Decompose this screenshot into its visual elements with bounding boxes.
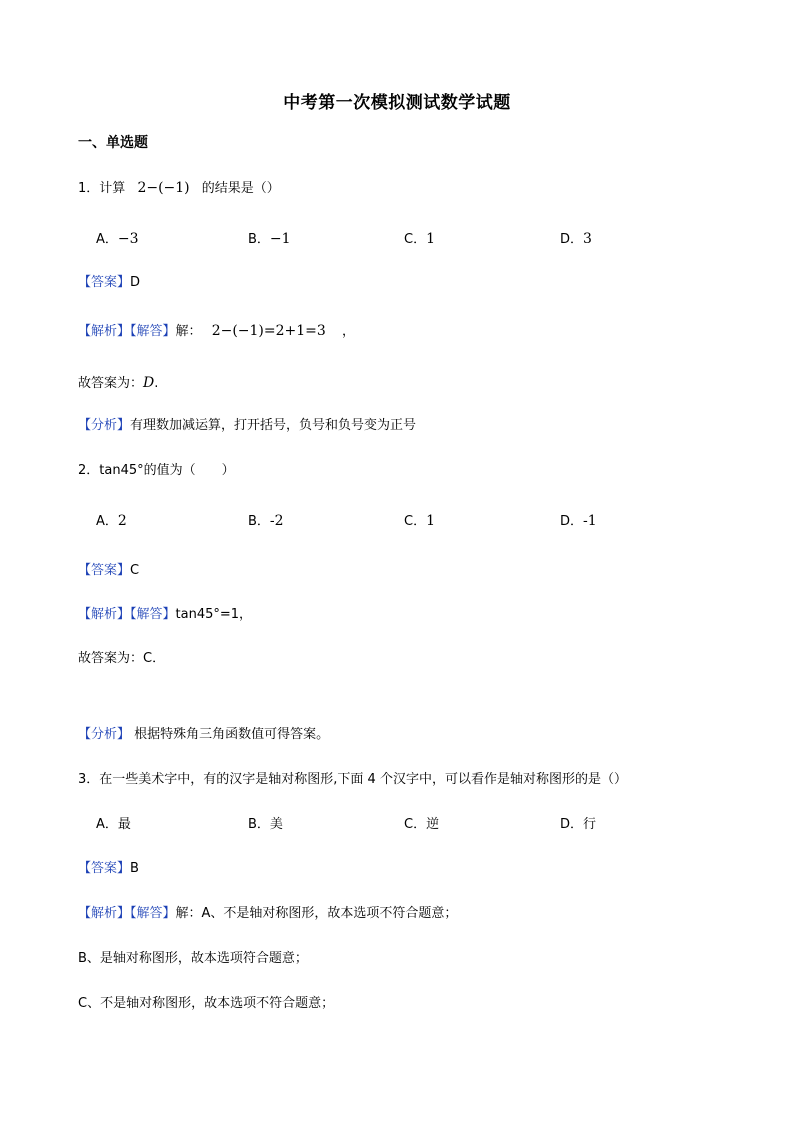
fenxi-tag: 【分析】 xyxy=(78,727,131,742)
answer-line xyxy=(78,562,139,580)
option-c: C．逆 xyxy=(404,817,440,832)
option-a: A．−3 xyxy=(96,231,139,247)
solution-tag: 【解答】 xyxy=(130,906,176,921)
question-number: 2． xyxy=(78,463,100,478)
option-d: D．3 xyxy=(560,231,592,247)
conclusion-value: D xyxy=(143,375,155,391)
answer-line xyxy=(78,860,139,878)
solution-line-b: B、是轴对称图形，故本选项符合题意； xyxy=(78,951,308,966)
analysis-line xyxy=(78,606,252,624)
option-c: C．1 xyxy=(404,513,435,529)
answer-line xyxy=(78,274,140,292)
option-a: A．最 xyxy=(96,817,131,832)
fenxi-line xyxy=(78,417,416,435)
option-c: C．1 xyxy=(404,231,435,247)
answer-tag: 【答案】 xyxy=(78,563,131,578)
fenxi-text: 有理数加减运算，打开括号，负号和负号变为正号 xyxy=(130,418,417,433)
question-3-stem xyxy=(78,771,627,789)
analysis-tag: 【解析】 xyxy=(78,906,131,921)
option-d: D．-1 xyxy=(560,513,597,529)
solution-suffix: ， xyxy=(341,324,355,339)
answer-tag: 【答案】 xyxy=(78,861,131,876)
answer-value: D xyxy=(130,275,141,290)
conclusion-text: 故答案为：C． xyxy=(78,651,166,666)
solution-prefix: 解： xyxy=(175,324,202,339)
section-heading: 一、单选题 xyxy=(78,135,148,151)
solution-text: 解：A、不是轴对称图形，故本选项不符合题意； xyxy=(175,906,458,921)
analysis-tag: 【解析】 xyxy=(78,324,131,339)
solution-text: tan45°=1， xyxy=(175,607,253,622)
question-number: 1． xyxy=(78,181,100,196)
answer-value: B xyxy=(130,861,139,876)
question-text: tan45°的值为（ ） xyxy=(99,463,235,478)
question-text: 的结果是（） xyxy=(201,181,280,196)
option-b: B．美 xyxy=(248,817,283,832)
fenxi-tag: 【分析】 xyxy=(78,418,131,433)
analysis-line xyxy=(78,322,355,341)
solution-line-c: C、不是轴对称图形，故本选项不符合题意； xyxy=(78,996,335,1011)
math-expression: 2−(−1) xyxy=(137,180,190,196)
analysis-tag: 【解析】 xyxy=(78,607,131,622)
solution-tag: 【解答】 xyxy=(130,324,176,339)
question-text: 计算 xyxy=(99,181,126,196)
option-a: A．2 xyxy=(96,513,127,529)
conclusion-end: . xyxy=(154,376,159,391)
conclusion-line xyxy=(78,374,158,393)
question-1-stem xyxy=(78,179,280,198)
option-b: B．−1 xyxy=(248,231,291,247)
question-2-stem xyxy=(78,462,235,480)
question-number: 3． xyxy=(78,772,100,787)
answer-value: C xyxy=(130,563,140,578)
conclusion-line xyxy=(78,650,165,668)
option-b: B．-2 xyxy=(248,513,284,529)
conclusion-text: 故答案为： xyxy=(78,376,144,391)
solution-tag: 【解答】 xyxy=(130,607,176,622)
math-expression: 2−(−1)=2+1=3 xyxy=(211,323,326,339)
analysis-line xyxy=(78,905,457,923)
option-d: D．行 xyxy=(560,817,597,832)
answer-tag: 【答案】 xyxy=(78,275,131,290)
page-title: 中考第一次模拟测试数学试题 xyxy=(283,93,511,113)
fenxi-line xyxy=(78,726,329,744)
fenxi-text: 根据特殊角三角函数值可得答案。 xyxy=(130,727,330,742)
question-text: 在一些美术字中，有的汉字是轴对称图形,下面 4 个汉字中，可以看作是轴对称图形的是（） xyxy=(99,772,627,787)
